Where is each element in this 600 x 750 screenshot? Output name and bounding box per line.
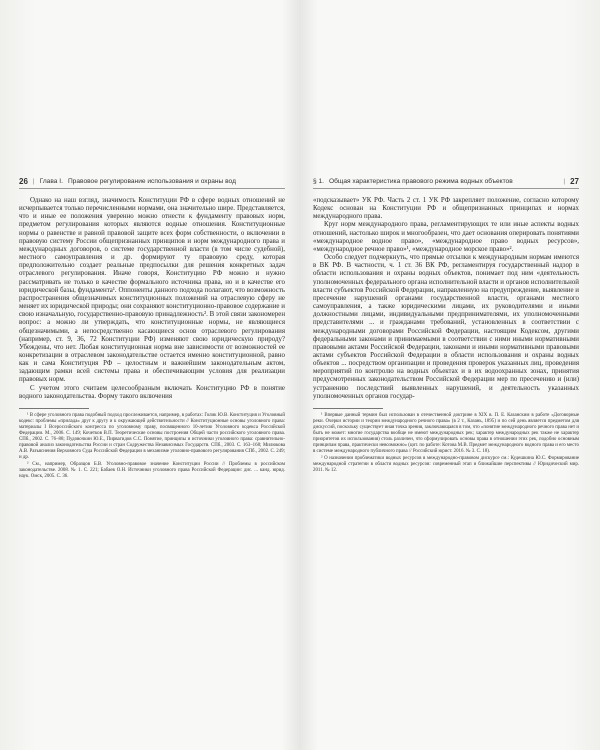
section-title: Общая характеристика правового режима водных объектов <box>329 177 513 185</box>
section-heading <box>313 178 513 185</box>
left-footnotes <box>19 413 285 480</box>
chapter-label: Глава I. <box>39 177 63 185</box>
paragraph: Круг норм международного права, регламентирующих те или иные аспекты водных отношений, настолько широк и многообразен, что дает основания оперировать понятиями «международное водное право», «международное право водных ресурсов», «международное речное право»¹, «международное морское право»². <box>313 221 579 253</box>
footnote: ² См., например, Образцов Б.В. Уголовно-правовое значение Конституции России // Проблемы в российском законодательстве. 2008. № 1. С. 221; Бабаев О.Н. Источники уголовного права Российской Федерации: дис. ... канд. юрид. наук. Омск, 2005. С. 36. <box>19 461 285 479</box>
footnote: ¹ В сфере уголовного права подобный подход прослеживается, например, в работах: Голик Ю.В. Конституция и Уголовный кодекс: проблемы «прилада» друг к другу и к окружающей действительности // Конституционные основы уголовного права: материалы I Всероссийского конгресса по уголовному праву, посвященного 10-летию Уголовного кодекса Российской Федерации. М., 2006. С. 149; Кочетков В.П. Теоретические основы построения Общей части российского уголовного права. СПб., 2002. С. 76–88; Пудовочкин Ю.Е., Пирвагидов С.С. Понятие, принципы и источники уголовного права: сравнительно-правовой анализ законодательства России и стран Содружества Независимых Государств. СПб., 2003. С. 163–168; Милюкова А.В. Разъяснения Верховного Суда Российской Федерации в механизме уголовно-правового регулирования СПб., 2002. С. 249; и др. <box>19 412 285 460</box>
paragraph: С учетом этого считаем целесообразным включать Конституцию РФ в понятие водного законодательства. Форму такого включения <box>19 384 285 400</box>
page-number: 27 <box>570 176 579 186</box>
right-footnotes <box>313 413 579 474</box>
footnote: ² О назначении проблематики водных ресурсов в международно-правовом дискурсе см.: Кудешкина Ю.С. Формирование международной стратегии в области водных ресурсов: современный этап и ближайшие перспективы // Юридический мир. 2011. № 12. <box>313 455 579 473</box>
right-body-text <box>313 197 579 401</box>
right-page-header <box>313 176 579 189</box>
paragraph: «подсказывает» УК РФ. Часть 2 ст. 1 УК РФ закрепляет положение, согласно которому Кодекс основан на Конституции РФ и общепризнанных принципах и нормах международного права. <box>313 197 579 221</box>
footnote-divider <box>19 408 89 409</box>
paragraph: Однако на наш взгляд, значимость Конституции РФ в сфере водных отношений не исчерпывается только перечисленными нормами, она значительно шире. Представляется, что и иные ее положения уверенно можно отнести к фундаменту правовых норм, предметом регулирования которых являются водные отношения. Конституционные нормы о равенстве и равной правовой защите всех форм собственности, о включении в правовую систему России общепризнанных принципов и норм международного права и международных договоров, о системе государственной власти (в том числе судебной), местного самоуправления и др. формируют ту правовую среду, которая предположительно создает реальные предпосылки для решения конкретных задач отраслевого регулирования. Иначе говоря, Конституцию РФ можно и нужно рассматривать не только в качестве формального источника права, но и в качестве его юридической базы, фундамента¹. Оппоненты данного подхода полагают, что возможность распространения общезначимых конституционных положений на отраслевую сферу не меняет их юридической природы; они сохраняют конституционно-правовое содержание и свою изначальную, государственно-правовую принадлежность². В этой связи закономерен вопрос: а можно ли утверждать, что конституционные нормы, не являющиеся общезначимыми, а непосредственно касающиеся основ отраслевого регулирования (например, ст. 9, 36, 72 Конституции РФ) изменяют свою юридическую природу? Убеждены, что нет. Любая конституционная норма вне зависимости от возможностей ее конкретизации в отраслевом законодательстве остается именно конституционной, равно как и сама Конституция РФ – целостным и важнейшим законодательным актом, задающим рамки всей системы права и обеспечивающим условия для реализации правовых норм. <box>19 197 286 384</box>
left-page-header <box>19 176 285 189</box>
left-body-text <box>19 197 285 401</box>
header-separator: | <box>32 177 35 185</box>
paragraph: Особо следует подчеркнуть, что прямые отсылки к международным нормам имеются в ВК РФ. В частности, ч. 1 ст. 36 ВК РФ, регламентируя государственный надзор в области использования и охраны водных объектов, понимает под ним «деятельность уполномоченных федерального органа исполнительной власти и органов исполнительной власти субъектов Российской Федерации, направленную на предупреждение, выявление и пресечение нарушений органами государственной власти, органами местного самоуправления, а также юридическими лицами, их руководителями и иными должностными лицами, индивидуальными предпринимателями, их уполномоченными представителями ... и гражданами требований, установленных в соответствии с международными договорами Российской Федерации, настоящим Кодексом, другими федеральными законами и принимаемыми в соответствии с ними иными нормативными правовыми актами Российской Федерации, законами и иными нормативными правовыми актами субъектов Российской Федерации в области использования и охраны водных объектов ... посредством организации и проведения проверок указанных лиц, проведения мероприятий по контролю на водных объектах и в их водоохранных зонах, принятия предусмотренных законодательством Российской Федерации мер по пресечению и (или) устранению последствий выявленных нарушений, и деятельность указанных уполномоченных органов государ- <box>313 254 579 400</box>
right-page <box>313 176 579 475</box>
left-page <box>19 176 285 481</box>
footnote-divider <box>313 408 383 409</box>
section-label: § 1. <box>313 177 324 185</box>
page-number: 26 <box>19 176 28 186</box>
header-separator: | <box>563 177 566 185</box>
footnote: ¹ Впервые данный термин был использован в отечественной доктрине в XIX в. П. Е. Казанским в работе «Договорные реки. Очерки истории и теории международного речного права» (в 2 т., Казань, 1895) и по сей день является предметом для дискуссий, поскольку существует иная точка зрения, заключающаяся в том, что «понятие международного речного права нет и быть не может: многие государства вообще не имеют международных рек; характер международных рек также не характер приоритетов их использования) столь различен, что сформулировать основы права в отношении этих рек, подобно основным принципам права, практически невозможно» (цит. по работе: Котова М.В. Предмет международного водного права и его место в системе международного публичного права // Российский юрист. 2016. № 3. С. 18). <box>313 412 579 454</box>
right-page-number-group <box>563 177 579 186</box>
chapter-title: Правовое регулирование использования и охраны вод <box>67 177 236 185</box>
